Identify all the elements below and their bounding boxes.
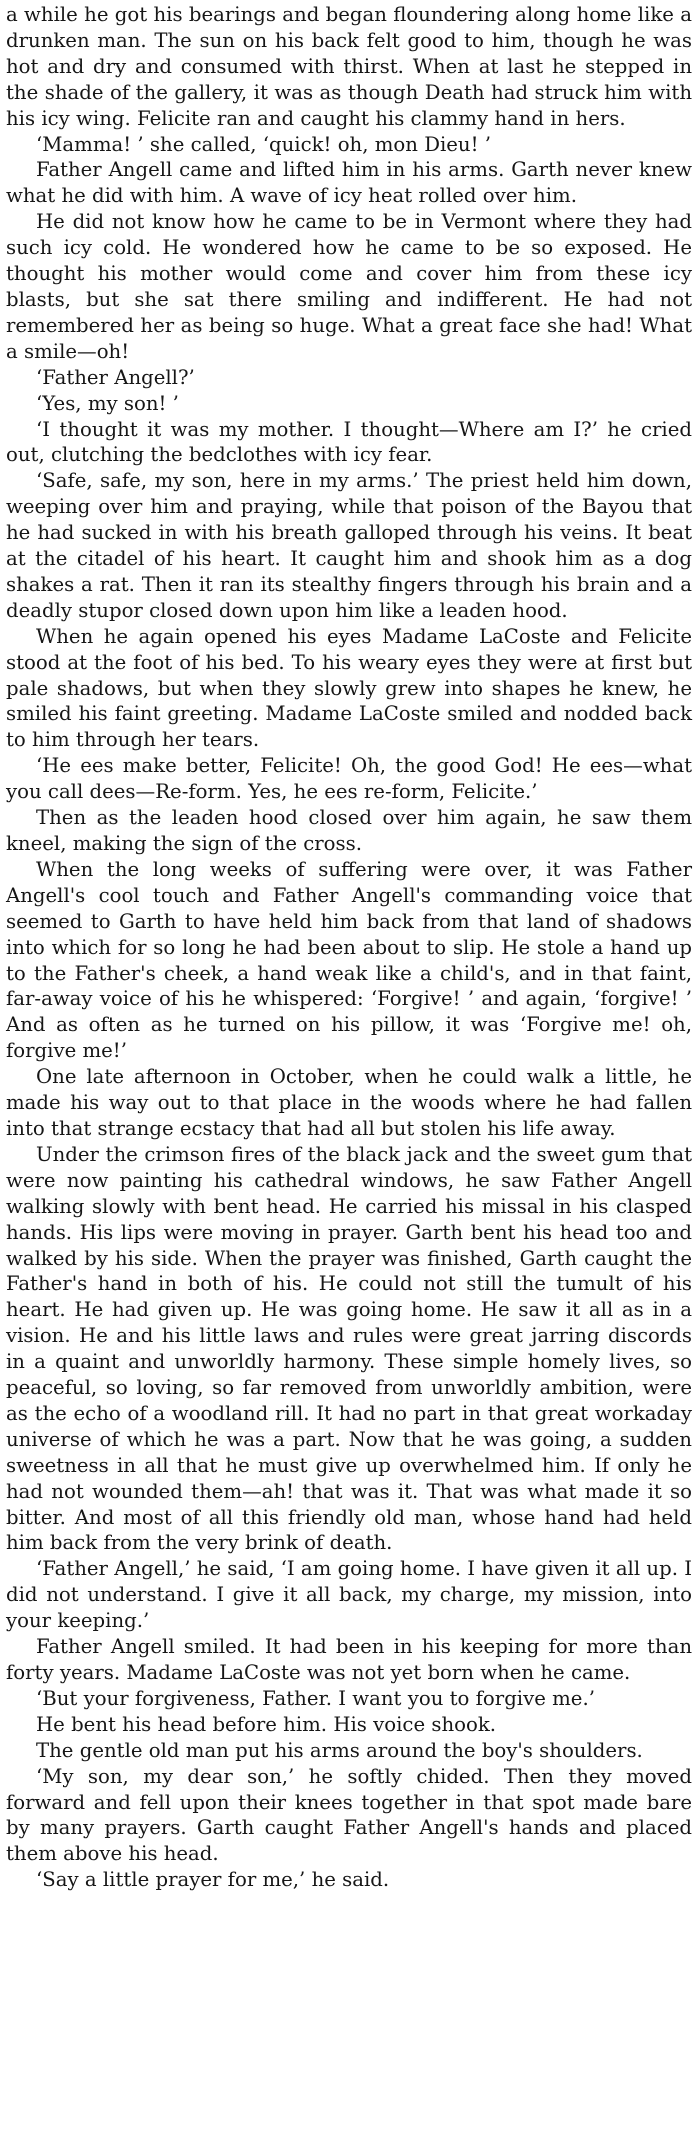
paragraph: He bent his head before him. His voice shook. xyxy=(36,1712,497,1736)
paragraph: ‘Father Angell,’ he said, ‘I am going home. I have given it all up. I did not understand. I give it all back, my charge, my mission, into your keeping.’ xyxy=(6,1557,692,1633)
paragraph: ‘Father Angell?’ xyxy=(36,365,195,389)
paragraph: ‘Safe, safe, my son, here in my arms.’ The priest held him down, weeping over him and praying, while that poison of the Bayou that he had sucked in with his breath galloped through his veins. It beat at the citadel of his heart. It caught him and shook him as a dog shakes a rat. Then it ran its stealthy fingers through his brain and a deadly stupor closed down upon him like a leaden hood. xyxy=(6,469,692,622)
paragraph: When he again opened his eyes Madame LaCoste and Felicite stood at the foot of his bed. To his weary eyes they were at first but pale shadows, but when they slowly grew into shapes he knew, he smiled his faint greeting. Madame LaCoste smiled and nodded back to him through her tears. xyxy=(6,624,692,752)
paragraph: ‘Mamma! ’ she called, ‘quick! oh, mon Dieu! ’ xyxy=(36,132,492,156)
paragraph: He did not know how he came to be in Vermont where they had such icy cold. He wondered how he came to be so exposed. He thought his mother would come and cover him from these icy blasts, but she sat there smiling and indifferent. He had not remembered her as being so huge. What a great face she had! What a smile—oh! xyxy=(6,210,692,363)
paragraph: ‘I thought it was my mother. I thought—Where am I?’ he cried out, clutching the bedclothes with icy fear. xyxy=(6,417,692,467)
paragraph: ‘Say a little prayer for me,’ he said. xyxy=(36,1868,390,1892)
paragraph: One late afternoon in October, when he could walk a little, he made his way out to that place in the woods where he had fallen into that strange ecstacy that had all but stolen his life away. xyxy=(6,1065,692,1140)
paragraph: Father Angell smiled. It had been in his keeping for more than forty years. Madame LaCoste was not yet born when he came. xyxy=(6,1635,692,1684)
paragraph: Father Angell came and lifted him in his arms. Garth never knew what he did with him. A wave of icy heat rolled over him. xyxy=(6,158,692,208)
paragraph: The gentle old man put his arms around the boy's shoulders. xyxy=(36,1738,643,1762)
article-body xyxy=(6,2,692,1893)
paragraph: Under the crimson fires of the black jack and the sweet gum that were now painting his cathedral windows, he saw Father Angell walking slowly with bent head. He carried his missal in his clasped hands. His lips were moving in prayer. Garth bent his head too and walked by his side. When the prayer was finished, Garth caught the Father's hand in both of his. He could not still the tumult of his heart. He had given up. He was going home. He saw it all as in a vision. He and his little laws and rules were great jarring discords in a quaint and unworldly harmony. These simple homely lives, so peaceful, so loving, so far removed from unworldly ambition, were as the echo of a woodland rill. It had no part in that great workaday universe of which he was a part. Now that he was going, a sudden sweetness in all that he must give up overwhelmed him. If only he had not wounded them—ah! that was it. That was what made it so bitter. And most of all this friendly old man, whose hand had held him back from the very brink of death. xyxy=(6,1142,692,1555)
paragraph: Then as the leaden hood closed over him again, he saw them kneel, making the sign of the cross. xyxy=(6,806,692,855)
paragraph: a while he got his bearings and began floundering along home like a drunken man. The sun on his back felt good to him, though he was hot and dry and consumed with thirst. When at last he stepped in the shade of the gallery, it was as though Death had struck him with his icy wing. Felicite ran and caught his clammy hand in hers. xyxy=(6,3,692,130)
paragraph: When the long weeks of suffering were over, it was Father Angell's cool touch and Father Angell's commanding voice that seemed to Garth to have held him back from that land of shadows into which for so long he had been about to slip. He stole a hand up to the Father's cheek, a hand weak like a child's, and in that faint, far-away voice of his he whispered: ‘Forgive! ’ and again, ‘forgive! ’ And as often as he turned on his pillow, it was ‘Forgive me! oh, forgive me!’ xyxy=(6,857,692,1063)
paragraph: ‘Yes, my son! ’ xyxy=(36,391,179,415)
paragraph: ‘He ees make better, Felicite! Oh, the good God! He ees—what you call dees—Re-form. Yes, he ees re-form, Felicite.’ xyxy=(6,754,692,804)
paragraph: ‘But your forgiveness, Father. I want you to forgive me.’ xyxy=(36,1686,595,1710)
paragraph: ‘My son, my dear son,’ he softly chided. Then they moved forward and fell upon their knees together in that spot made bare by many prayers. Garth caught Father Angell's hands and placed them above his head. xyxy=(6,1764,692,1866)
